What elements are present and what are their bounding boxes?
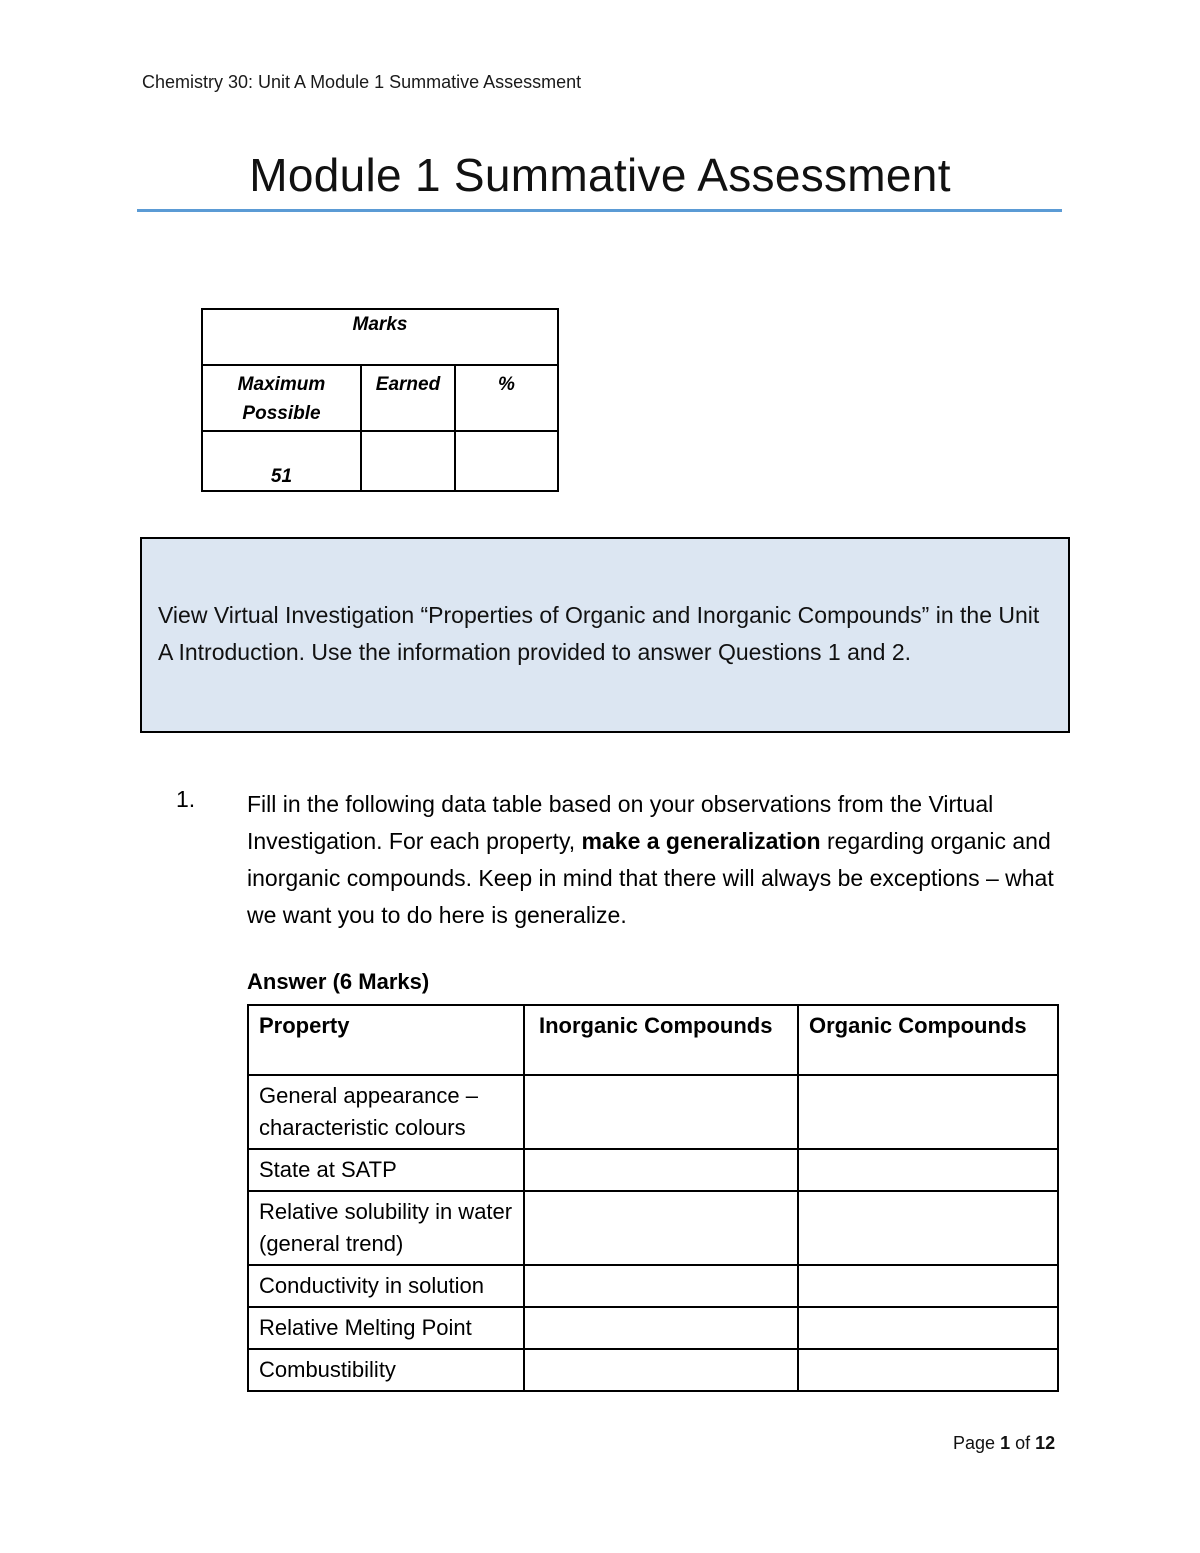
- marks-col-earned: Earned: [361, 365, 455, 431]
- inorganic-answer-cell[interactable]: [524, 1075, 798, 1149]
- page-title: Module 1 Summative Assessment: [249, 149, 951, 201]
- inorganic-answer-cell[interactable]: [524, 1265, 798, 1307]
- inorganic-answer-cell[interactable]: [524, 1307, 798, 1349]
- page-total: 12: [1035, 1433, 1056, 1453]
- answer-label: Answer (6 Marks): [247, 969, 430, 994]
- organic-answer-cell[interactable]: [798, 1349, 1058, 1391]
- page-current: 1: [1000, 1433, 1011, 1453]
- title-divider: [137, 209, 1062, 212]
- row-property-label: Relative Melting Point: [248, 1307, 524, 1349]
- question-text-emphasis: make a generalization: [581, 828, 821, 854]
- table-row: [248, 1149, 1058, 1191]
- marks-maximum-value: 51: [202, 431, 361, 491]
- question-number: 1.: [176, 786, 196, 812]
- question-text-part2: regarding organic and inorganic compounds. Keep in mind that there will always be exceptions – what we want you to do here is generalize.: [247, 828, 1054, 928]
- table-row: [248, 1191, 1058, 1265]
- marks-caption: Marks: [202, 309, 558, 365]
- row-property-label: Conductivity in solution: [248, 1265, 524, 1307]
- instruction-text: View Virtual Investigation “Properties of Organic and Inorganic Compounds” in the Unit A Introduction. Use the information provided to answer Questions 1 and 2.: [158, 602, 1040, 665]
- marks-col-maximum: Maximum Possible: [202, 365, 361, 431]
- row-property-label: State at SATP: [248, 1149, 524, 1191]
- marks-percent-value[interactable]: [455, 431, 558, 491]
- document-header: Chemistry 30: Unit A Module 1 Summative Assessment: [142, 72, 582, 92]
- row-property-label: Combustibility: [248, 1349, 524, 1391]
- organic-answer-cell[interactable]: [798, 1149, 1058, 1191]
- header-property: Property: [248, 1005, 524, 1075]
- row-property-label: Relative solubility in water (general trend): [248, 1191, 524, 1265]
- organic-answer-cell[interactable]: [798, 1075, 1058, 1149]
- inorganic-answer-cell[interactable]: [524, 1349, 798, 1391]
- inorganic-answer-cell[interactable]: [524, 1191, 798, 1265]
- marks-table: [201, 308, 559, 492]
- inorganic-answer-cell[interactable]: [524, 1149, 798, 1191]
- instruction-box: [140, 537, 1070, 733]
- page-of: of: [1015, 1433, 1031, 1453]
- header-organic: Organic Compounds: [798, 1005, 1058, 1075]
- question-text-part1: Fill in the following data table based on your observations from the Virtual Investigation. For each property,: [247, 791, 994, 854]
- marks-earned-value[interactable]: [361, 431, 455, 491]
- page-label: Page: [953, 1433, 996, 1453]
- header-inorganic: Inorganic Compounds: [524, 1005, 798, 1075]
- table-row: [248, 1265, 1058, 1307]
- table-row: [248, 1307, 1058, 1349]
- table-row: [248, 1075, 1058, 1149]
- question-text: [247, 786, 1067, 934]
- answer-table: [247, 1004, 1059, 1392]
- organic-answer-cell[interactable]: [798, 1265, 1058, 1307]
- page-number: [953, 1433, 1055, 1454]
- row-property-label: General appearance – characteristic colours: [248, 1075, 524, 1149]
- organic-answer-cell[interactable]: [798, 1191, 1058, 1265]
- table-row: [248, 1349, 1058, 1391]
- organic-answer-cell[interactable]: [798, 1307, 1058, 1349]
- answer-table-header-row: [248, 1005, 1058, 1075]
- marks-col-percent: %: [455, 365, 558, 431]
